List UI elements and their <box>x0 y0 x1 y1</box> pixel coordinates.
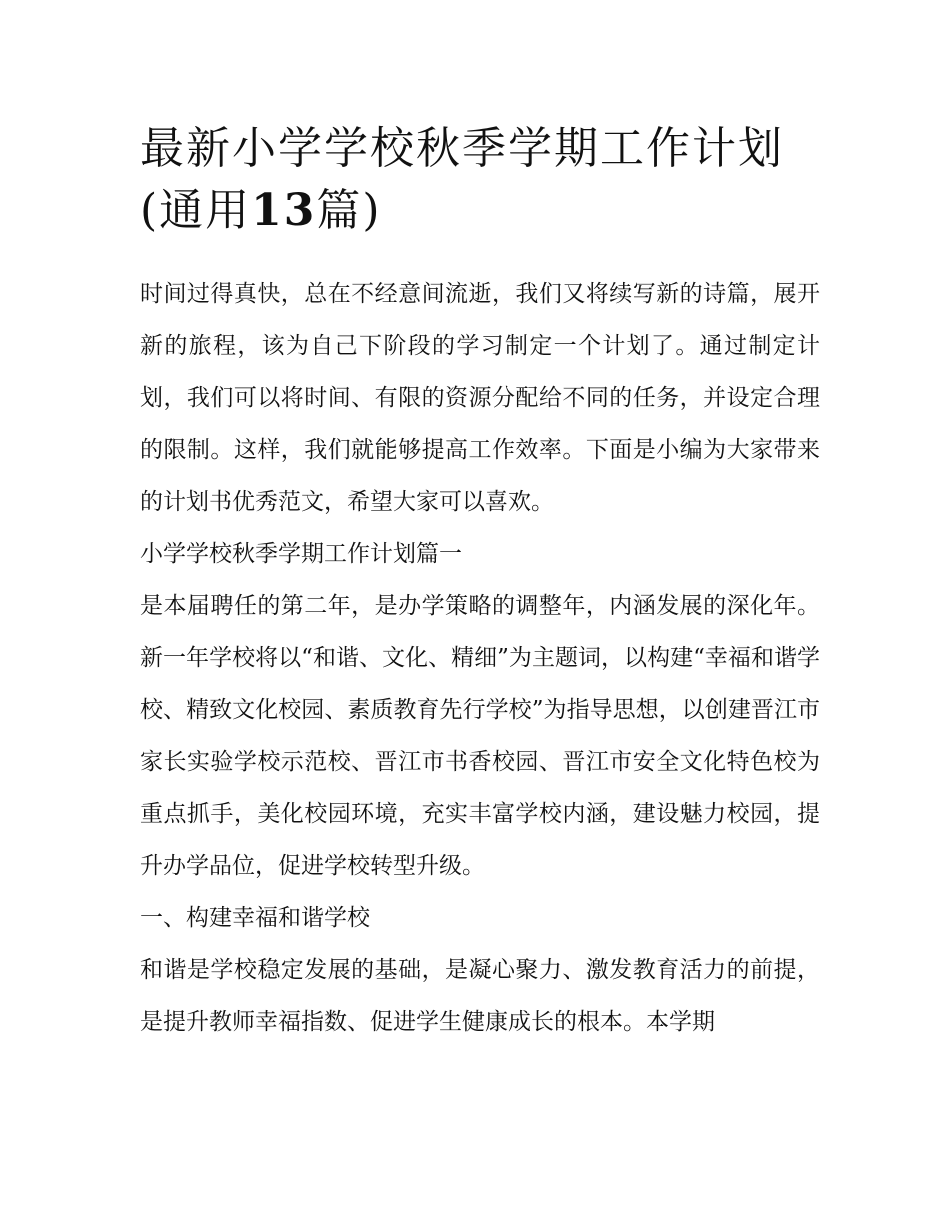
document-content <box>140 118 820 1048</box>
section-title: 小学学校秋季学期工作计划篇一 <box>140 541 462 567</box>
intro-paragraph: 时间过得真快，总在不经意间流逝，我们又将续写新的诗篇，展开新的旅程，该为自己下阶段的学习制定一个计划了。通过制定计划，我们可以将时间、有限的资源分配给不同的任务，并设定合理的限制。这样，我们就能够提高工作效率。下面是小编为大家带来的计划书优秀范文，希望大家可以喜欢。 <box>140 281 820 515</box>
title-text-part2: 篇) <box>316 185 382 236</box>
subheading: 一、构建幸福和谐学校 <box>140 905 370 931</box>
sub-paragraph: 和谐是学校稳定发展的基础，是凝心聚力、激发教育活力的前提，是提升教师幸福指数、促进学生健康成长的根本。本学期 <box>140 957 820 1035</box>
title-number: 13 <box>251 185 317 236</box>
document-title <box>140 118 820 242</box>
title-text-part1: 最新小学学校秋季学期工作计划(通用 <box>140 123 784 236</box>
section-paragraph: 是本届聘任的第二年，是办学策略的调整年，内涵发展的深化年。新一年学校将以“和谐、文化、精细”为主题词，以构建“幸福和谐学校、精致文化校园、素质教育先行学校”为指导思想，以创建晋江市家长实验学校示范校、晋江市书香校园、晋江市安全文化特色校为重点抓手，美化校园环境，充实丰富学校内涵，建设魅力校园，提升办学品位，促进学校转型升级。 <box>140 593 820 879</box>
